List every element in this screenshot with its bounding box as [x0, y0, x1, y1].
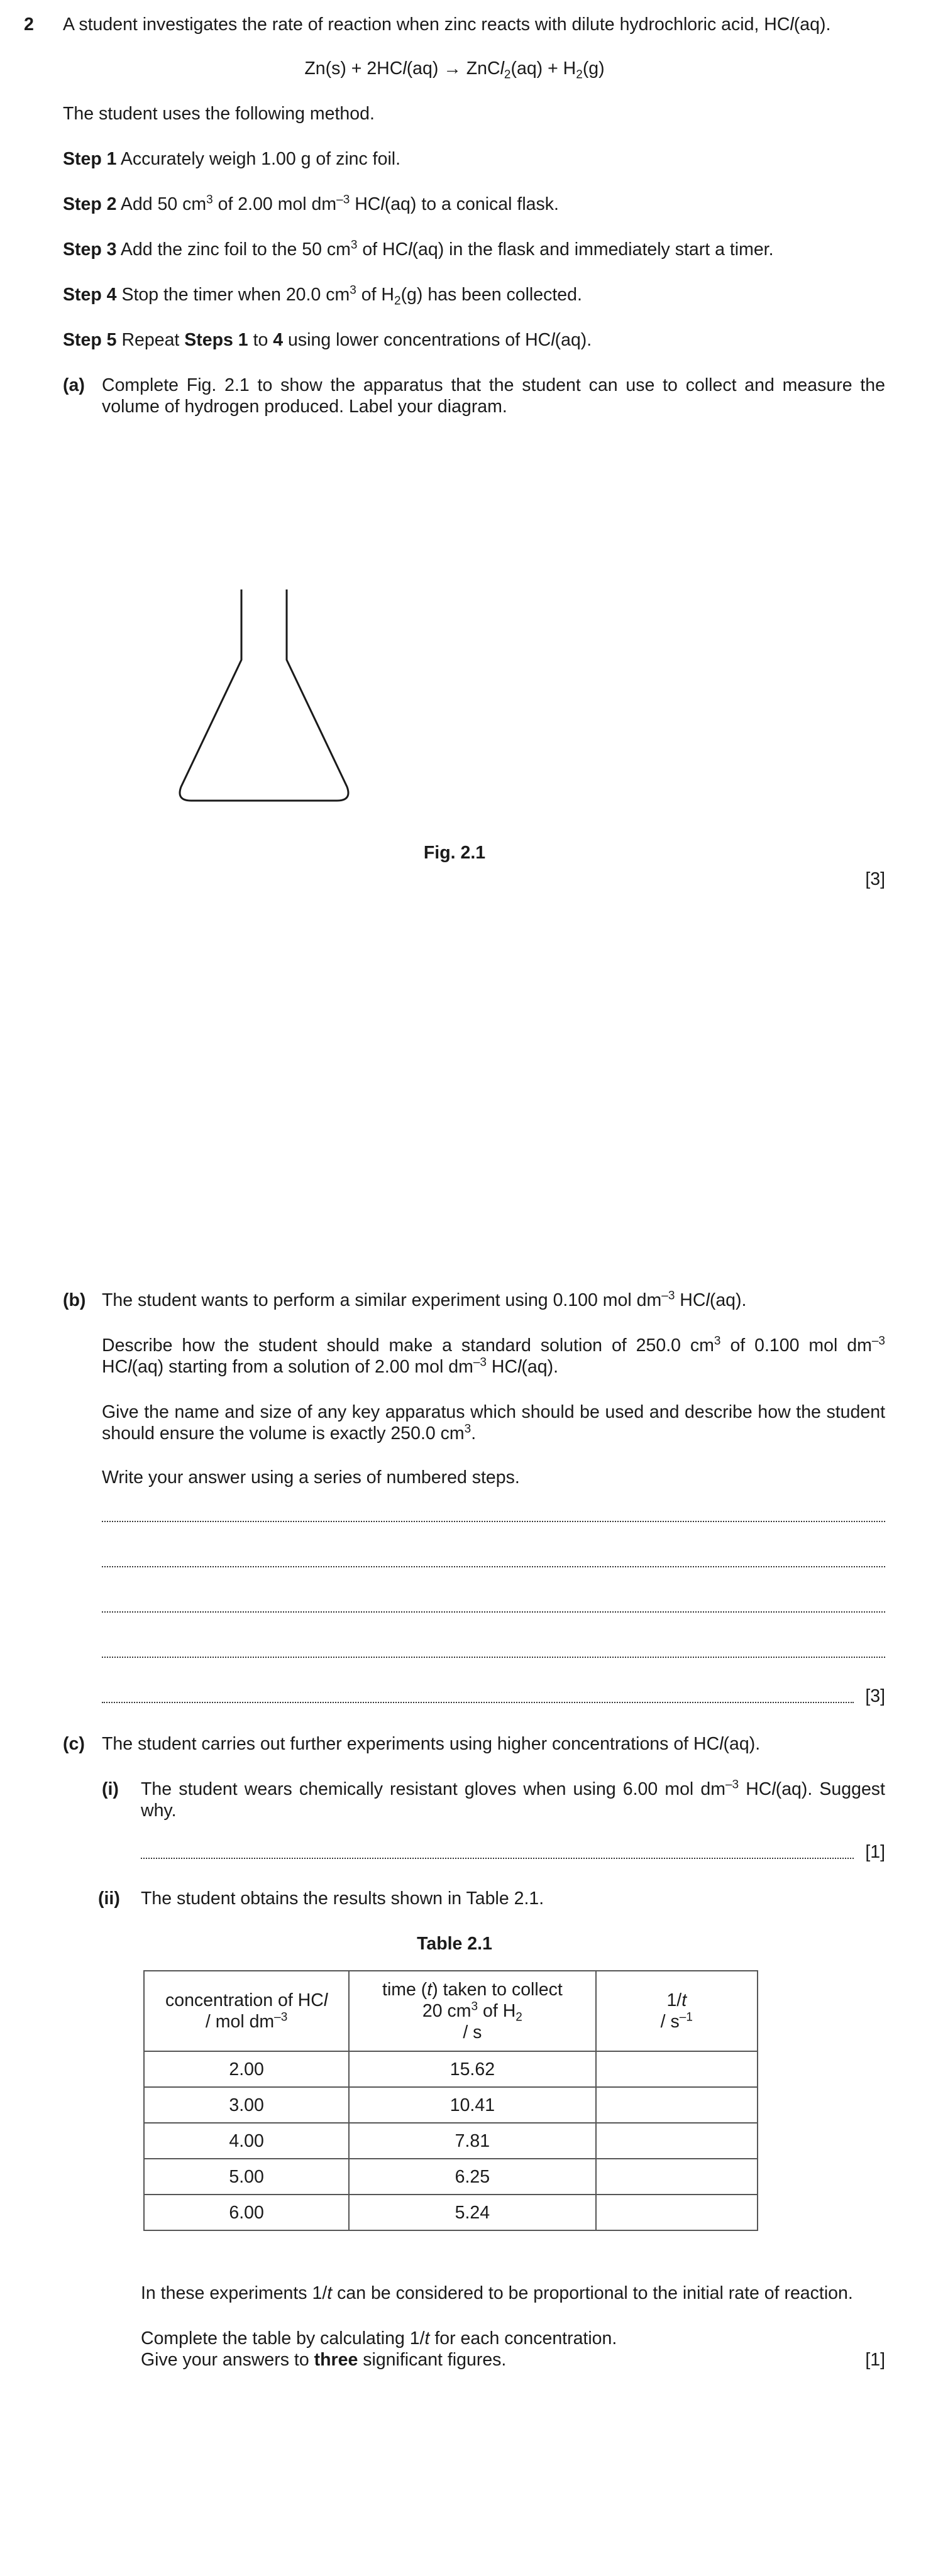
table-title: Table 2.1 [417, 1934, 492, 1954]
part-b-text-4: Write your answer using a series of numbered steps. [102, 1467, 520, 1488]
question-intro: A student investigates the rate of reaction when zinc reacts with dilute hydrochloric acid, HCl(aq). [63, 14, 831, 35]
part-c-i-marks: [1] [865, 1842, 885, 1862]
part-c-ii-label: (ii) [98, 1888, 120, 1909]
table-row [144, 2195, 758, 2230]
conical-flask-icon [180, 589, 348, 801]
cell-time: 7.81 [349, 2123, 595, 2159]
answer-line-b2[interactable] [102, 1547, 885, 1567]
table-row [144, 2051, 758, 2087]
cell-concentration: 2.00 [144, 2051, 349, 2087]
cell-time: 6.25 [349, 2159, 595, 2195]
cell-inverse-time[interactable] [596, 2051, 758, 2087]
step-2: Step 2 Add 50 $cm^3$ of 2.00 mol $dm^{-3}$ HCl(aq) to a conical flask. [63, 193, 559, 214]
results-table [143, 1970, 758, 2231]
part-c-i-text: The student wears chemically resistant gloves when using 6.00 mol $dm^{-3}$ HCl(aq). Suggest why. [141, 1778, 885, 1821]
method-intro: The student uses the following method. [63, 104, 375, 124]
header-inverse-time: 1/t / $s^{-1}$ [596, 1971, 758, 2051]
question-number: 2 [24, 14, 34, 35]
table-row [144, 2123, 758, 2159]
part-c-i-label: (i) [102, 1779, 119, 1799]
answer-line-c-i[interactable] [141, 1839, 854, 1859]
answer-line-b3[interactable] [102, 1592, 885, 1613]
step-5: Step 5 Repeat Steps 1 to 4 using lower concentrations of HCl(aq). [63, 330, 592, 350]
cell-inverse-time[interactable] [596, 2159, 758, 2195]
answer-line-b5[interactable] [102, 1683, 854, 1703]
table-header-row [144, 1971, 758, 2051]
cell-concentration: 3.00 [144, 2087, 349, 2123]
part-c-ii-instruction-2: Give your answers to three significant figures. [141, 2350, 507, 2370]
cell-concentration: 5.00 [144, 2159, 349, 2195]
answer-line-b1[interactable] [102, 1502, 885, 1522]
cell-concentration: 4.00 [144, 2123, 349, 2159]
cell-time: 15.62 [349, 2051, 595, 2087]
part-c-ii-text: The student obtains the results shown in Table 2.1. [141, 1888, 544, 1909]
step-4: Step 4 Stop the timer when 20.0 $cm^3$ of $H_2(g)$ has been collected. [63, 283, 582, 308]
header-time: time (t) taken to collect 20 $cm^3$ of $H_2$ / s [349, 1971, 595, 2051]
part-a-marks: [3] [865, 869, 885, 889]
part-b-text-1: The student wants to perform a similar experiment using 0.100 mol $dm^{-3}$ HCl(aq). [102, 1289, 747, 1310]
part-b-text-2: Describe how the student should make a standard solution of 250.0 $cm^3$ of 0.100 mol $dm^{-3}$ HCl(aq) starting from a solution of 2.00 mol $dm^{-3}$ HCl(aq). [102, 1334, 885, 1377]
answer-line-b4[interactable] [102, 1638, 885, 1658]
table-row [144, 2087, 758, 2123]
part-a-label: (a) [63, 375, 85, 395]
cell-inverse-time[interactable] [596, 2087, 758, 2123]
part-c-ii-instruction-1: Complete the table by calculating 1/t for each concentration. [141, 2328, 617, 2349]
figure-caption: Fig. 2.1 [423, 843, 486, 863]
cell-time: 5.24 [349, 2195, 595, 2230]
step-3: Step 3 Add the zinc foil to the 50 $cm^3$ of HCl(aq) in the flask and immediately start a timer. [63, 238, 774, 260]
part-c-ii-note: In these experiments 1/t can be considered to be proportional to the initial rate of reaction. [141, 2283, 853, 2303]
table-row [144, 2159, 758, 2195]
part-c-label: (c) [63, 1734, 85, 1754]
step-1: Step 1 Accurately weigh 1.00 g of zinc foil. [63, 149, 401, 169]
cell-inverse-time[interactable] [596, 2123, 758, 2159]
cell-concentration: 6.00 [144, 2195, 349, 2230]
header-concentration: concentration of HCl / mol $dm^{-3}$ [144, 1971, 349, 2051]
part-b-marks: [3] [865, 1686, 885, 1706]
part-b-label: (b) [63, 1290, 86, 1310]
cell-time: 10.41 [349, 2087, 595, 2123]
part-c-text: The student carries out further experiments using higher concentrations of HCl(aq). [102, 1734, 761, 1754]
part-a-text: Complete Fig. 2.1 to show the apparatus that the student can use to collect and measure the volume of hydrogen produced. Label your diagram. [102, 375, 885, 417]
cell-inverse-time[interactable] [596, 2195, 758, 2230]
conical-flask-diagram [170, 584, 358, 823]
part-b-text-3: Give the name and size of any key apparatus which should be used and describe how the student should ensure the volume is exactly 250.0 $cm^3$. [102, 1402, 885, 1444]
part-c-ii-marks: [1] [865, 2350, 885, 2370]
reaction-equation: Zn(s) + 2HCl(aq) → ZnCl$_2$(aq) + $H_2(g)$ [304, 58, 605, 82]
